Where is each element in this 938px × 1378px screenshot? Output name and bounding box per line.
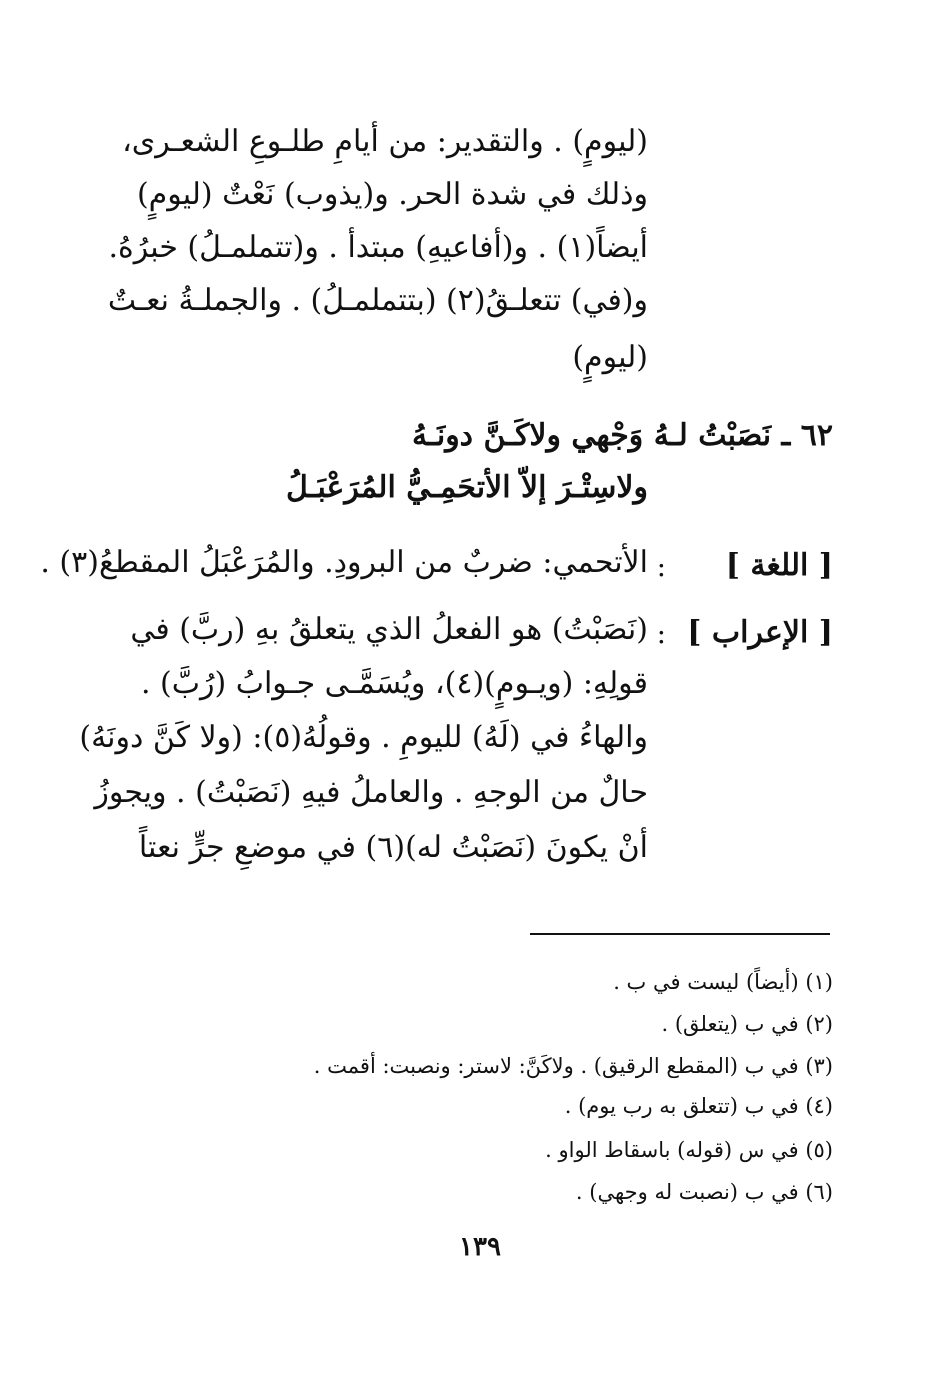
footnote-2: (٢) في ب (يتعلق) . (661, 1012, 833, 1036)
footnote-1: (١) (أيضاً) ليست في ب . (613, 970, 833, 994)
footnote-3: (٣) في ب (المقطع الرقيق) . ولاكَنَّ: لاستر: ونصبت: أقمت . (313, 1054, 833, 1078)
verse-line-1: ٦٢ ـ نَصَبْتُ لـهُ وَجْهي ولاكَـنَّ دونَـهُ (411, 418, 833, 453)
irab-line-1: (نَصَبْتُ) هو الفعلُ الذي يتعلقُ بهِ (ربَّ) في (130, 612, 648, 647)
footnote-separator (530, 933, 830, 935)
irab-line-5: أنْ يكونَ (نَصَبْتُ له)(٦) في موضعِ جرٍّ نعتاً (138, 830, 648, 865)
lugha-colon: : (656, 550, 666, 583)
verse-line-2: ولاسِتْـرَ إلاّ الأتحَمِـيُّ المُرَعْبَـلُ (285, 470, 648, 505)
irab-label: [ الإعراب ] (687, 615, 833, 650)
intro-line-1: (ليومٍ) . والتقدير: من أيامِ طلـوعِ الشعـرى، (122, 124, 648, 159)
intro-line-3: أيضاً(١) . و(أفاعيهِ) مبتدأ . و(تتملمـلُ) خبرُهُ. (108, 230, 648, 265)
footnote-5: (٥) في س (قوله) باسقاط الواو . (545, 1138, 833, 1162)
footnote-6: (٦) في ب (نصبت له وجهي) . (575, 1180, 833, 1204)
irab-line-2: قولِهِ: (ويـومٍ)(٤)، ويُسَمَّـى جـوابُ (رُبَّ) . (140, 666, 648, 701)
intro-line-5: (ليومٍ) (572, 340, 648, 375)
irab-colon: : (656, 617, 666, 650)
lugha-text: الأتحمي: ضربٌ من البرودِ. والمُرَعْبَلُ المقطعُ(٣) . (40, 545, 648, 580)
lugha-label: [ اللغة ] (725, 548, 833, 583)
intro-line-4: و(في) تتعلـقُ(٢) (بتتملمـلُ) . والجملـةُ نعـتٌ (107, 283, 648, 318)
irab-line-3: والهاءُ في (لَهُ) لليومِ . وقولُهُ(٥): (ولا كَنَّ دونَهُ) (79, 720, 648, 755)
footnote-4: (٤) في ب (تتعلق به رب يوم) . (564, 1094, 833, 1118)
irab-line-4: حالٌ من الوجهِ . والعاملُ فيهِ (نَصَبْتُ) . ويجوزُ (94, 775, 648, 810)
page-number: ١٣٩ (459, 1232, 501, 1262)
intro-line-2: وذلك في شدة الحر. و(يذوب) نَعْتٌ (ليومٍ) (136, 177, 648, 212)
